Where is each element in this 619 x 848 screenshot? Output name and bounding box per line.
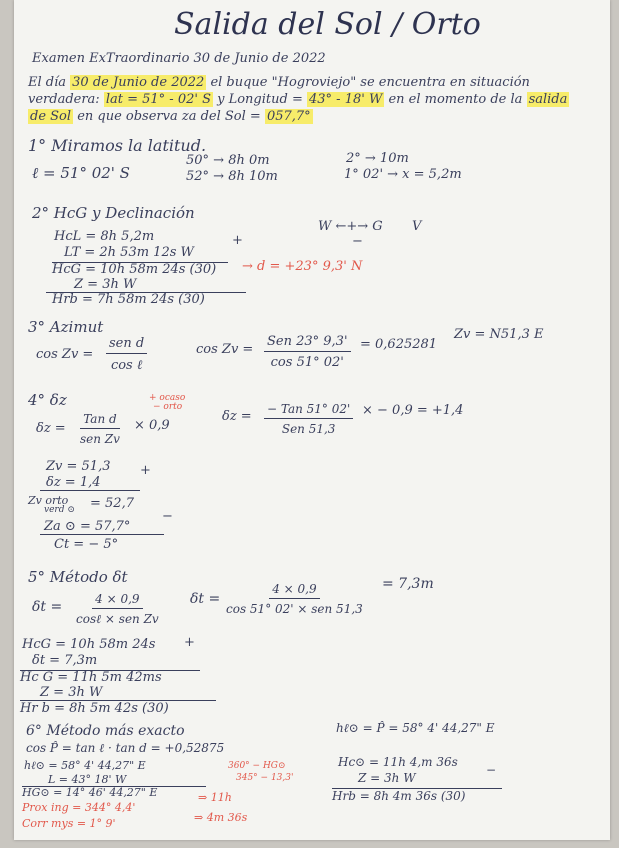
cos-zv-label: cos Zv =	[36, 347, 94, 362]
intro-line-2	[28, 93, 569, 106]
hcg2-line: Hc G = 11h 5m 42ms	[20, 670, 162, 685]
latitude-value: ℓ = 51° 02' S	[32, 164, 130, 182]
zv-orto-value: = 52,7	[90, 496, 134, 511]
section-2-heading: 2° HcG y Declinación	[32, 204, 195, 222]
prox-result: ⇒ 11h	[198, 791, 232, 804]
minus-mark: −	[162, 509, 173, 524]
hrb-line: Hrb = 7h 58m 24s (30)	[52, 292, 205, 307]
latitude-highlight: lat = 51° - 02' S	[105, 92, 211, 107]
plus-sign: +	[140, 463, 151, 478]
fraction-dt	[76, 592, 159, 627]
denominator: cos 51° 02'	[270, 355, 344, 370]
ocaso-note: + ocaso	[149, 393, 186, 403]
longitude-highlight: 43° - 18' W	[309, 92, 383, 107]
intro-line-1	[28, 76, 530, 89]
prox-line: Prox ing = 344° 4,4'	[22, 801, 136, 814]
note-360: 360° − HG⊙	[228, 761, 286, 771]
dt-label: δt =	[32, 599, 63, 615]
hcg-line: HcG = 10h 58m 24s (30)	[52, 262, 217, 277]
intro-text: y Longitud =	[217, 92, 303, 107]
sum-line	[40, 534, 164, 535]
hrb-line: Hr b = 8h 5m 42s (30)	[20, 701, 169, 716]
dz-label-2: δz =	[222, 409, 252, 424]
declination-result: → d = +23° 9,3' N	[242, 259, 363, 274]
table-row-52: 52° → 8h 10m	[186, 169, 278, 184]
dz-result: × − 0,9 = +1,4	[362, 403, 464, 418]
sol-highlight: de Sol	[30, 109, 72, 124]
minus-mark: −	[486, 763, 497, 777]
intro-text: El día	[28, 75, 67, 90]
fraction-dt-2	[226, 582, 363, 616]
fraction-tan-sen-2	[264, 402, 353, 436]
ct-line: Ct = − 5°	[54, 537, 119, 552]
verd-label: verd ⊙	[44, 505, 75, 515]
hrb-result: Hrb = 8h 4m 36s (30)	[332, 789, 466, 803]
section-4-heading: 4° δz	[28, 391, 67, 409]
intro-text: verdadera:	[28, 92, 100, 107]
dt-result: = 7,3m	[382, 576, 434, 592]
zv-result: Zv = N51,3 E	[454, 327, 544, 342]
za-highlight: 057,7°	[266, 109, 311, 124]
intro-text: en que observa za del Sol =	[77, 109, 261, 124]
section-6-heading: 6° Método más exacto	[26, 723, 185, 739]
intro-line-3	[28, 110, 313, 123]
dz-label: δz =	[36, 421, 66, 436]
intro-text: el buque "Hogroviejo" se encuentra en situación	[210, 75, 530, 90]
times-09: × 0,9	[134, 418, 170, 433]
numerator: sen d	[106, 336, 147, 354]
zone-line: Z = 3h W	[74, 277, 137, 292]
section-5-heading: 5° Método δt	[28, 568, 128, 586]
hcl-line: HcL = 8h 5,2m	[54, 229, 155, 244]
dz-line: δz = 1,4	[46, 475, 101, 490]
corr-line: Corr mys = 1° 9'	[22, 817, 116, 830]
cos-result: = 0,625281	[360, 337, 438, 352]
plus-sign: +	[184, 635, 195, 650]
salida-highlight: salida	[528, 92, 568, 107]
fraction-tan-sen	[80, 412, 120, 446]
note-345: 345° − 13,3'	[236, 773, 294, 783]
longitude-line: L = 43° 18' W	[48, 773, 127, 786]
plus-sign: +	[232, 233, 243, 248]
w-g-diagram: W ←+→ G	[318, 219, 383, 234]
numerator: Sen 23° 9,3'	[264, 334, 351, 352]
sum-line	[40, 490, 140, 491]
denominator: Sen 51,3	[281, 422, 336, 436]
numerator: Tan d	[80, 412, 119, 429]
hcg-line: HcG = 10h 58m 24s	[22, 637, 156, 652]
zone-line: Z = 3h W	[40, 685, 103, 700]
orto-note: − orto	[153, 402, 183, 412]
denominator: cosℓ × sen Zv	[76, 612, 159, 626]
exam-subtitle: Examen ExTraordinario 30 de Junio de 2022	[32, 51, 326, 66]
hlo-line: hℓ⊙ = 58° 4' 44,27" E	[24, 759, 146, 772]
interp-row-1: 2° → 10m	[346, 151, 409, 166]
date-highlight: 30 de Junio de 2022	[72, 75, 205, 90]
section-3-heading: 3° Azimut	[28, 318, 104, 336]
section-1-heading: 1° Miramos la latitud.	[28, 136, 207, 155]
numerator: 4 × 0,9	[269, 582, 319, 599]
zv-line: Zv = 51,3	[46, 459, 111, 474]
denominator: cos 51° 02' × sen 51,3	[226, 602, 363, 616]
fraction-sen-cos	[264, 334, 351, 370]
corr-result: ⇒ 4m 36s	[194, 811, 248, 824]
minus-mark: −	[352, 234, 363, 249]
paper-sheet	[14, 0, 610, 840]
hlo-p-line: hℓ⊙ = P̂ = 58° 4' 44,27" E	[336, 721, 495, 735]
dt-line: δt = 7,3m	[32, 653, 98, 668]
v-mark: V	[412, 219, 422, 234]
hco-line: Hc⊙ = 11h 4,m 36s	[338, 755, 458, 769]
za-line: Za ⊙ = 57,7°	[44, 519, 131, 534]
page-title: Salida del Sol / Orto	[174, 7, 481, 42]
cos-p-line: cos P̂ = tan ℓ · tan d = +0,52875	[26, 741, 225, 755]
denominator: sen Zv	[80, 432, 120, 446]
intro-text: en el momento de la	[388, 92, 523, 107]
interp-row-2: 1° 02' → x = 5,2m	[344, 167, 462, 182]
fraction-sen-d-cos-l	[106, 336, 147, 373]
cos-zv-label-2: cos Zv =	[196, 342, 254, 357]
zone-line: Z = 3h W	[358, 771, 416, 785]
table-row-50: 50° → 8h 0m	[186, 153, 270, 168]
numerator: − Tan 51° 02'	[264, 402, 353, 419]
zv-orto-label: Zv orto	[28, 494, 69, 507]
hgo-line: HG⊙ = 14° 46' 44,27" E	[22, 786, 158, 799]
dt-label-2: δt =	[190, 591, 221, 607]
lt-line: LT = 2h 53m 12s W	[64, 245, 194, 260]
denominator: cos ℓ	[110, 358, 143, 373]
numerator: 4 × 0,9	[92, 592, 142, 609]
